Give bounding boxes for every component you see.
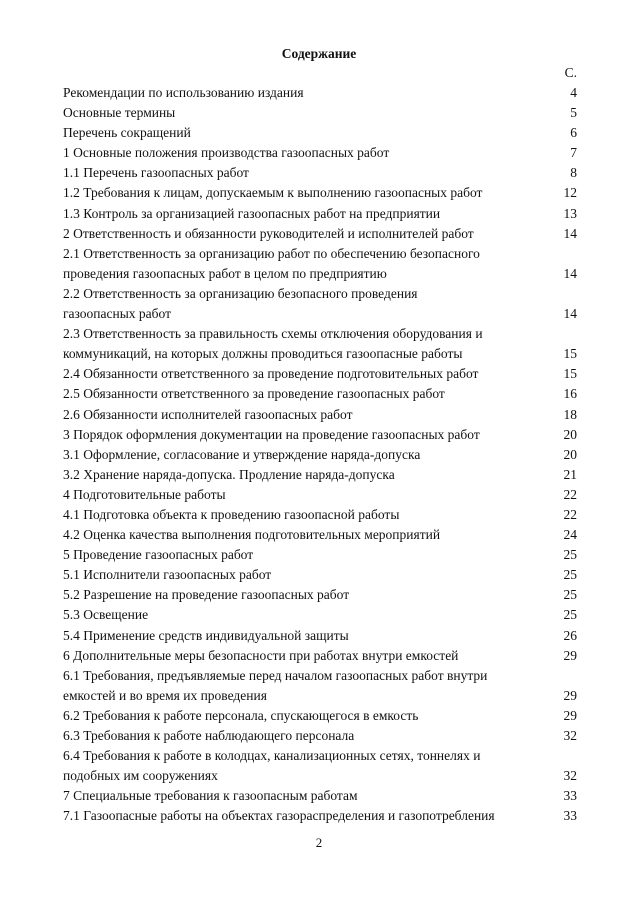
toc-entry-title: 2.3 Ответственность за правильность схемы отключения оборудования и коммуникаций, на которых должны проводиться газоопасные работы xyxy=(63,326,483,362)
page-title: Содержание xyxy=(281,46,357,61)
toc-entry-title: 5.3 Освещение xyxy=(63,607,149,623)
toc-entry-page: 25 xyxy=(563,587,577,603)
toc-entry-title: 6 Дополнительные меры безопасности при работах внутри емкостей xyxy=(63,647,459,663)
toc-entry-title: 1.1 Перечень газоопасных работ xyxy=(63,165,249,181)
toc-entry xyxy=(63,244,577,284)
toc-entry xyxy=(63,806,577,826)
page-column-label: С. xyxy=(564,65,577,80)
toc-entry-title: Рекомендации по использованию издания xyxy=(63,85,304,100)
toc-entry-page: 22 xyxy=(563,486,577,502)
toc-entry-page: 14 xyxy=(563,265,577,281)
toc-entry-page: 29 xyxy=(563,647,577,663)
toc-entry-title: 2.1 Ответственность за организацию работ по обеспечению безопасного проведения газоопасных работ в целом по предприятию xyxy=(63,245,480,281)
toc-entry xyxy=(63,545,577,565)
toc-entry xyxy=(63,163,577,183)
toc-entry-title: Перечень сокращений xyxy=(63,125,191,141)
toc-entry xyxy=(63,445,577,465)
page-number: 2 xyxy=(315,835,323,850)
toc-entry-title: 3.2 Хранение наряда-допуска. Продление наряда-допуска xyxy=(63,466,395,482)
toc-entry-page: 16 xyxy=(563,386,577,402)
toc-entry xyxy=(63,505,577,525)
toc-entry-page: 15 xyxy=(563,366,577,382)
toc-entry xyxy=(63,284,577,324)
toc-entry-page: 20 xyxy=(563,446,577,462)
toc-entry-page: 32 xyxy=(563,768,577,784)
toc-entry-page: 12 xyxy=(563,185,577,201)
toc-entry-title: 2.2 Ответственность за организацию безопасного проведения газоопасных работ xyxy=(63,285,418,322)
toc-entry-page: 14 xyxy=(563,225,577,241)
toc-entry xyxy=(63,565,577,585)
toc-entry xyxy=(63,364,577,384)
toc-entry-title: 1.2 Требования к лицам, допускаемым к выполнению газоопасных работ xyxy=(63,185,483,201)
toc-entry xyxy=(63,384,577,404)
toc-entry xyxy=(63,726,577,746)
toc-entry-title: 2.5 Обязанности ответственного за проведение газоопасных работ xyxy=(63,386,445,402)
toc-entry-title: 5.4 Применение средств индивидуальной защиты xyxy=(63,627,349,643)
toc-entry-title: 2.4 Обязанности ответственного за проведение подготовительных работ xyxy=(63,366,479,382)
toc-entry xyxy=(63,626,577,646)
toc-entry-title: 1.3 Контроль за организацией газоопасных работ на предприятии xyxy=(63,205,441,221)
toc-entry xyxy=(63,425,577,445)
toc-entry xyxy=(63,143,577,163)
toc-entry-page: 32 xyxy=(563,728,577,743)
toc-entry-title: 4 Подготовительные работы xyxy=(63,486,226,502)
toc-entry-title: 3.1 Оформление, согласование и утверждение наряда-допуска xyxy=(63,446,421,462)
toc-entry xyxy=(63,525,577,545)
toc-entry-page: 33 xyxy=(563,808,577,824)
toc-entry-page: 22 xyxy=(563,506,577,522)
toc-entry-page: 14 xyxy=(563,306,577,322)
toc-entry-title: 4.1 Подготовка объекта к проведению газоопасной работы xyxy=(63,506,400,522)
toc-entry xyxy=(63,666,577,706)
toc-entry-title: 4.2 Оценка качества выполнения подготовительных мероприятий xyxy=(63,527,441,543)
toc-entry xyxy=(63,646,577,666)
toc-entry xyxy=(63,83,577,103)
toc-entry-page: 25 xyxy=(563,547,577,563)
toc-entry xyxy=(63,465,577,485)
toc-entry-title: 3 Порядок оформления документации на проведение газоопасных работ xyxy=(63,426,480,442)
toc-entry-page: 4 xyxy=(570,85,577,100)
toc-entry xyxy=(63,183,577,203)
toc-entry xyxy=(63,786,577,806)
toc-entry xyxy=(63,485,577,505)
toc-entry-title: 1 Основные положения производства газоопасных работ xyxy=(63,145,390,161)
toc-entry-page: 33 xyxy=(563,788,577,804)
toc-entry-title: 6.3 Требования к работе наблюдающего персонала xyxy=(63,728,355,743)
toc-entry-page: 24 xyxy=(563,527,577,543)
toc-entry-title: 2 Ответственность и обязанности руководителей и исполнителей работ xyxy=(63,225,474,241)
toc-entry xyxy=(63,706,577,726)
toc-entry-title: 7 Специальные требования к газоопасным работам xyxy=(63,788,358,804)
toc-entry xyxy=(63,204,577,224)
toc-entry xyxy=(63,123,577,143)
toc-entry xyxy=(63,605,577,625)
table-of-contents xyxy=(63,83,577,826)
toc-entry xyxy=(63,405,577,425)
toc-entry-title: Основные термины xyxy=(63,105,176,121)
toc-entry-page: 26 xyxy=(563,627,577,643)
toc-entry-title: 7.1 Газоопасные работы на объектах газораспределения и газопотребления xyxy=(63,808,495,824)
toc-entry-page: 13 xyxy=(563,205,577,221)
toc-entry-title: 6.4 Требования к работе в колодцах, канализационных сетях, тоннелях и подобных им сооружениях xyxy=(63,748,481,784)
toc-entry-page: 25 xyxy=(563,567,577,583)
toc-entry-title: 5.2 Разрешение на проведение газоопасных работ xyxy=(63,587,350,603)
toc-entry-page: 7 xyxy=(570,145,577,161)
toc-entry-page: 29 xyxy=(563,707,577,723)
toc-entry-title: 6.1 Требования, предъявляемые перед началом газоопасных работ внутри емкостей и во время их проведения xyxy=(63,667,488,703)
toc-entry-page: 29 xyxy=(563,687,577,703)
toc-entry xyxy=(63,324,577,364)
toc-entry-page: 15 xyxy=(563,346,577,362)
toc-entry-title: 6.2 Требования к работе персонала, спускающегося в емкость xyxy=(63,707,419,723)
toc-entry-page: 6 xyxy=(570,125,577,141)
toc-entry-page: 20 xyxy=(563,426,577,442)
toc-entry xyxy=(63,746,577,786)
toc-entry xyxy=(63,103,577,123)
toc-entry-page: 8 xyxy=(570,165,577,181)
toc-entry-page: 18 xyxy=(563,406,577,422)
toc-entry-title: 5 Проведение газоопасных работ xyxy=(63,547,254,563)
toc-entry-page: 5 xyxy=(570,105,577,121)
toc-entry xyxy=(63,224,577,244)
toc-entry-page: 25 xyxy=(563,607,577,623)
toc-entry xyxy=(63,585,577,605)
toc-entry-title: 2.6 Обязанности исполнителей газоопасных работ xyxy=(63,406,353,422)
toc-entry-title: 5.1 Исполнители газоопасных работ xyxy=(63,567,272,583)
toc-entry-page: 21 xyxy=(563,466,577,482)
